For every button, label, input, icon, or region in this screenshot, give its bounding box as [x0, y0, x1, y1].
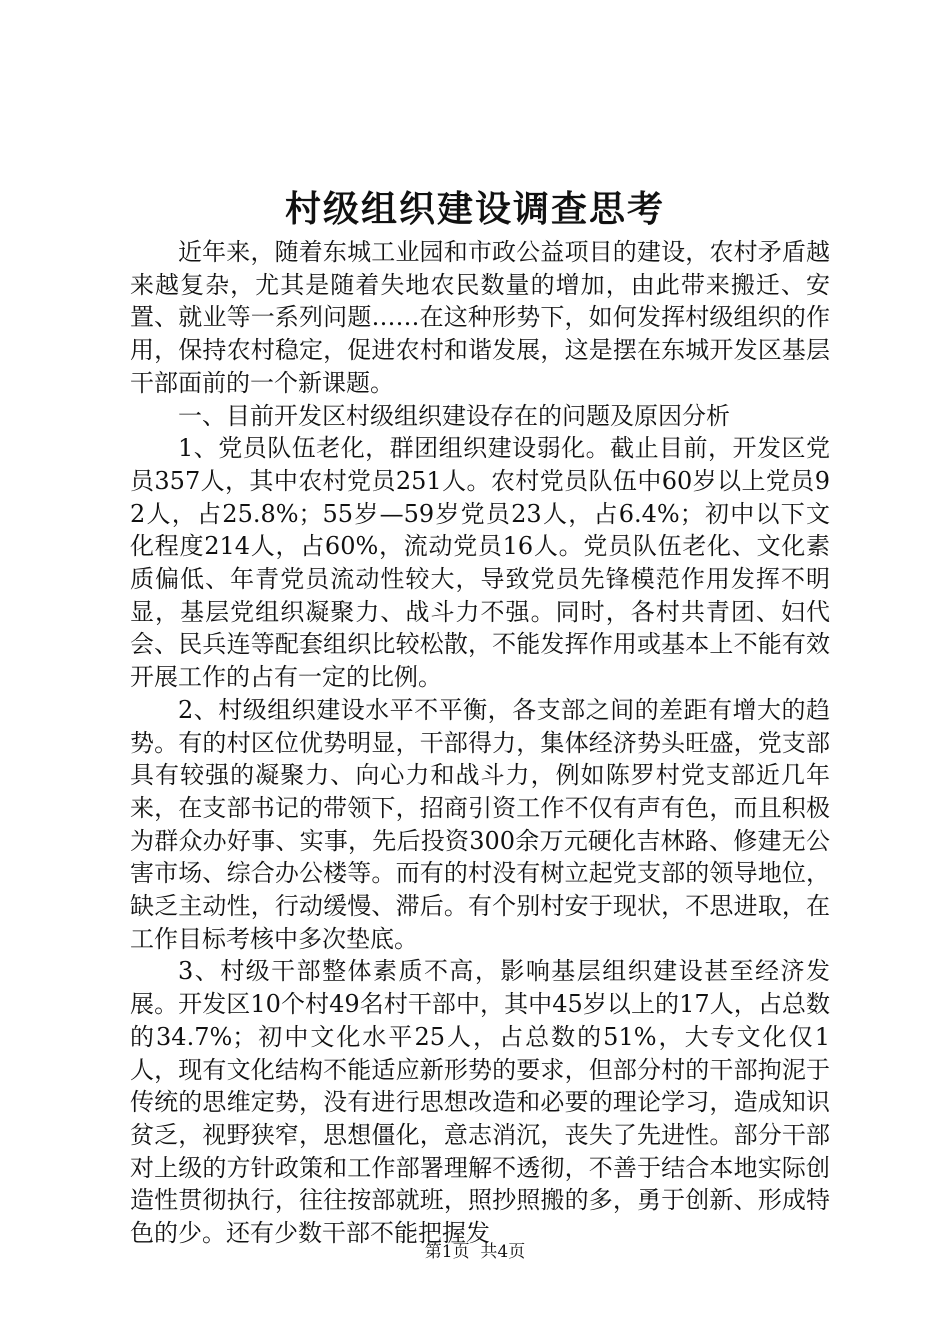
page-footer	[0, 1240, 950, 1264]
document-body	[130, 236, 830, 1250]
paragraph-intro: 近年来，随着东城工业园和市政公益项目的建设，农村矛盾越来越复杂，尤其是随着失地农民数量的增加，由此带来搬迁、安置、就业等一系列问题……在这种形势下，如何发挥村级组织的作用，保持农村稳定，促进农村和谐发展，这是摆在东城开发区基层干部面前的一个新课题。	[130, 238, 830, 397]
paragraph-point-3: 3、村级干部整体素质不高，影响基层组织建设甚至经济发展。开发区10个村49名村干部中，其中45岁以上的17人，占总数的34.7%；初中文化水平25人，占总数的51%，大专文化仅1人，现有文化结构不能适应新形势的要求，但部分村的干部拘泥于传统的思维定势，没有进行思想改造和必要的理论学习，造成知识贫乏，视野狭窄，思想僵化，意志消沉，丧失了先进性。部分干部对上级的方针政策和工作部署理解不透彻，不善于结合本地实际创造性贯彻执行，往往按部就班，照抄照搬的多，勇于创新、形成特色的少。还有少数干部不能把握发	[130, 957, 830, 1248]
paragraph-point-1: 1、党员队伍老化，群团组织建设弱化。截止目前，开发区党员357人，其中农村党员251人。农村党员队伍中60岁以上党员92人，占25.8%；55岁—59岁党员23人，占6.4%；初中以下文化程度214人，占60%，流动党员16人。党员队伍老化、文化素质偏低、年青党员流动性较大，导致党员先锋模范作用发挥不明显，基层党组织凝聚力、战斗力不强。同时，各村共青团、妇代会、民兵连等配套组织比较松散，不能发挥作用或基本上不能有效开展工作的占有一定的比例。	[130, 434, 830, 692]
paragraph-point-2: 2、村级组织建设水平不平衡，各支部之间的差距有增大的趋势。有的村区位优势明显，干部得力，集体经济势头旺盛，党支部具有较强的凝聚力、向心力和战斗力，例如陈罗村党支部近几年来，在支部书记的带领下，招商引资工作不仅有声有色，而且积极为群众办好事、实事，先后投资300余万元硬化吉林路、修建无公害市场、综合办公楼等。而有的村没有树立起党支部的领导地位，缺乏主动性，行动缓慢、滞后。有个别村安于现状，不思进取，在工作目标考核中多次垫底。	[130, 695, 830, 953]
document-title: 村级组织建设调查思考	[284, 188, 665, 230]
page-number: 第1页	[424, 1242, 470, 1262]
page-total: 共4页	[480, 1242, 526, 1262]
section-heading: 一、目前开发区村级组织建设存在的问题及原因分析	[178, 401, 730, 430]
